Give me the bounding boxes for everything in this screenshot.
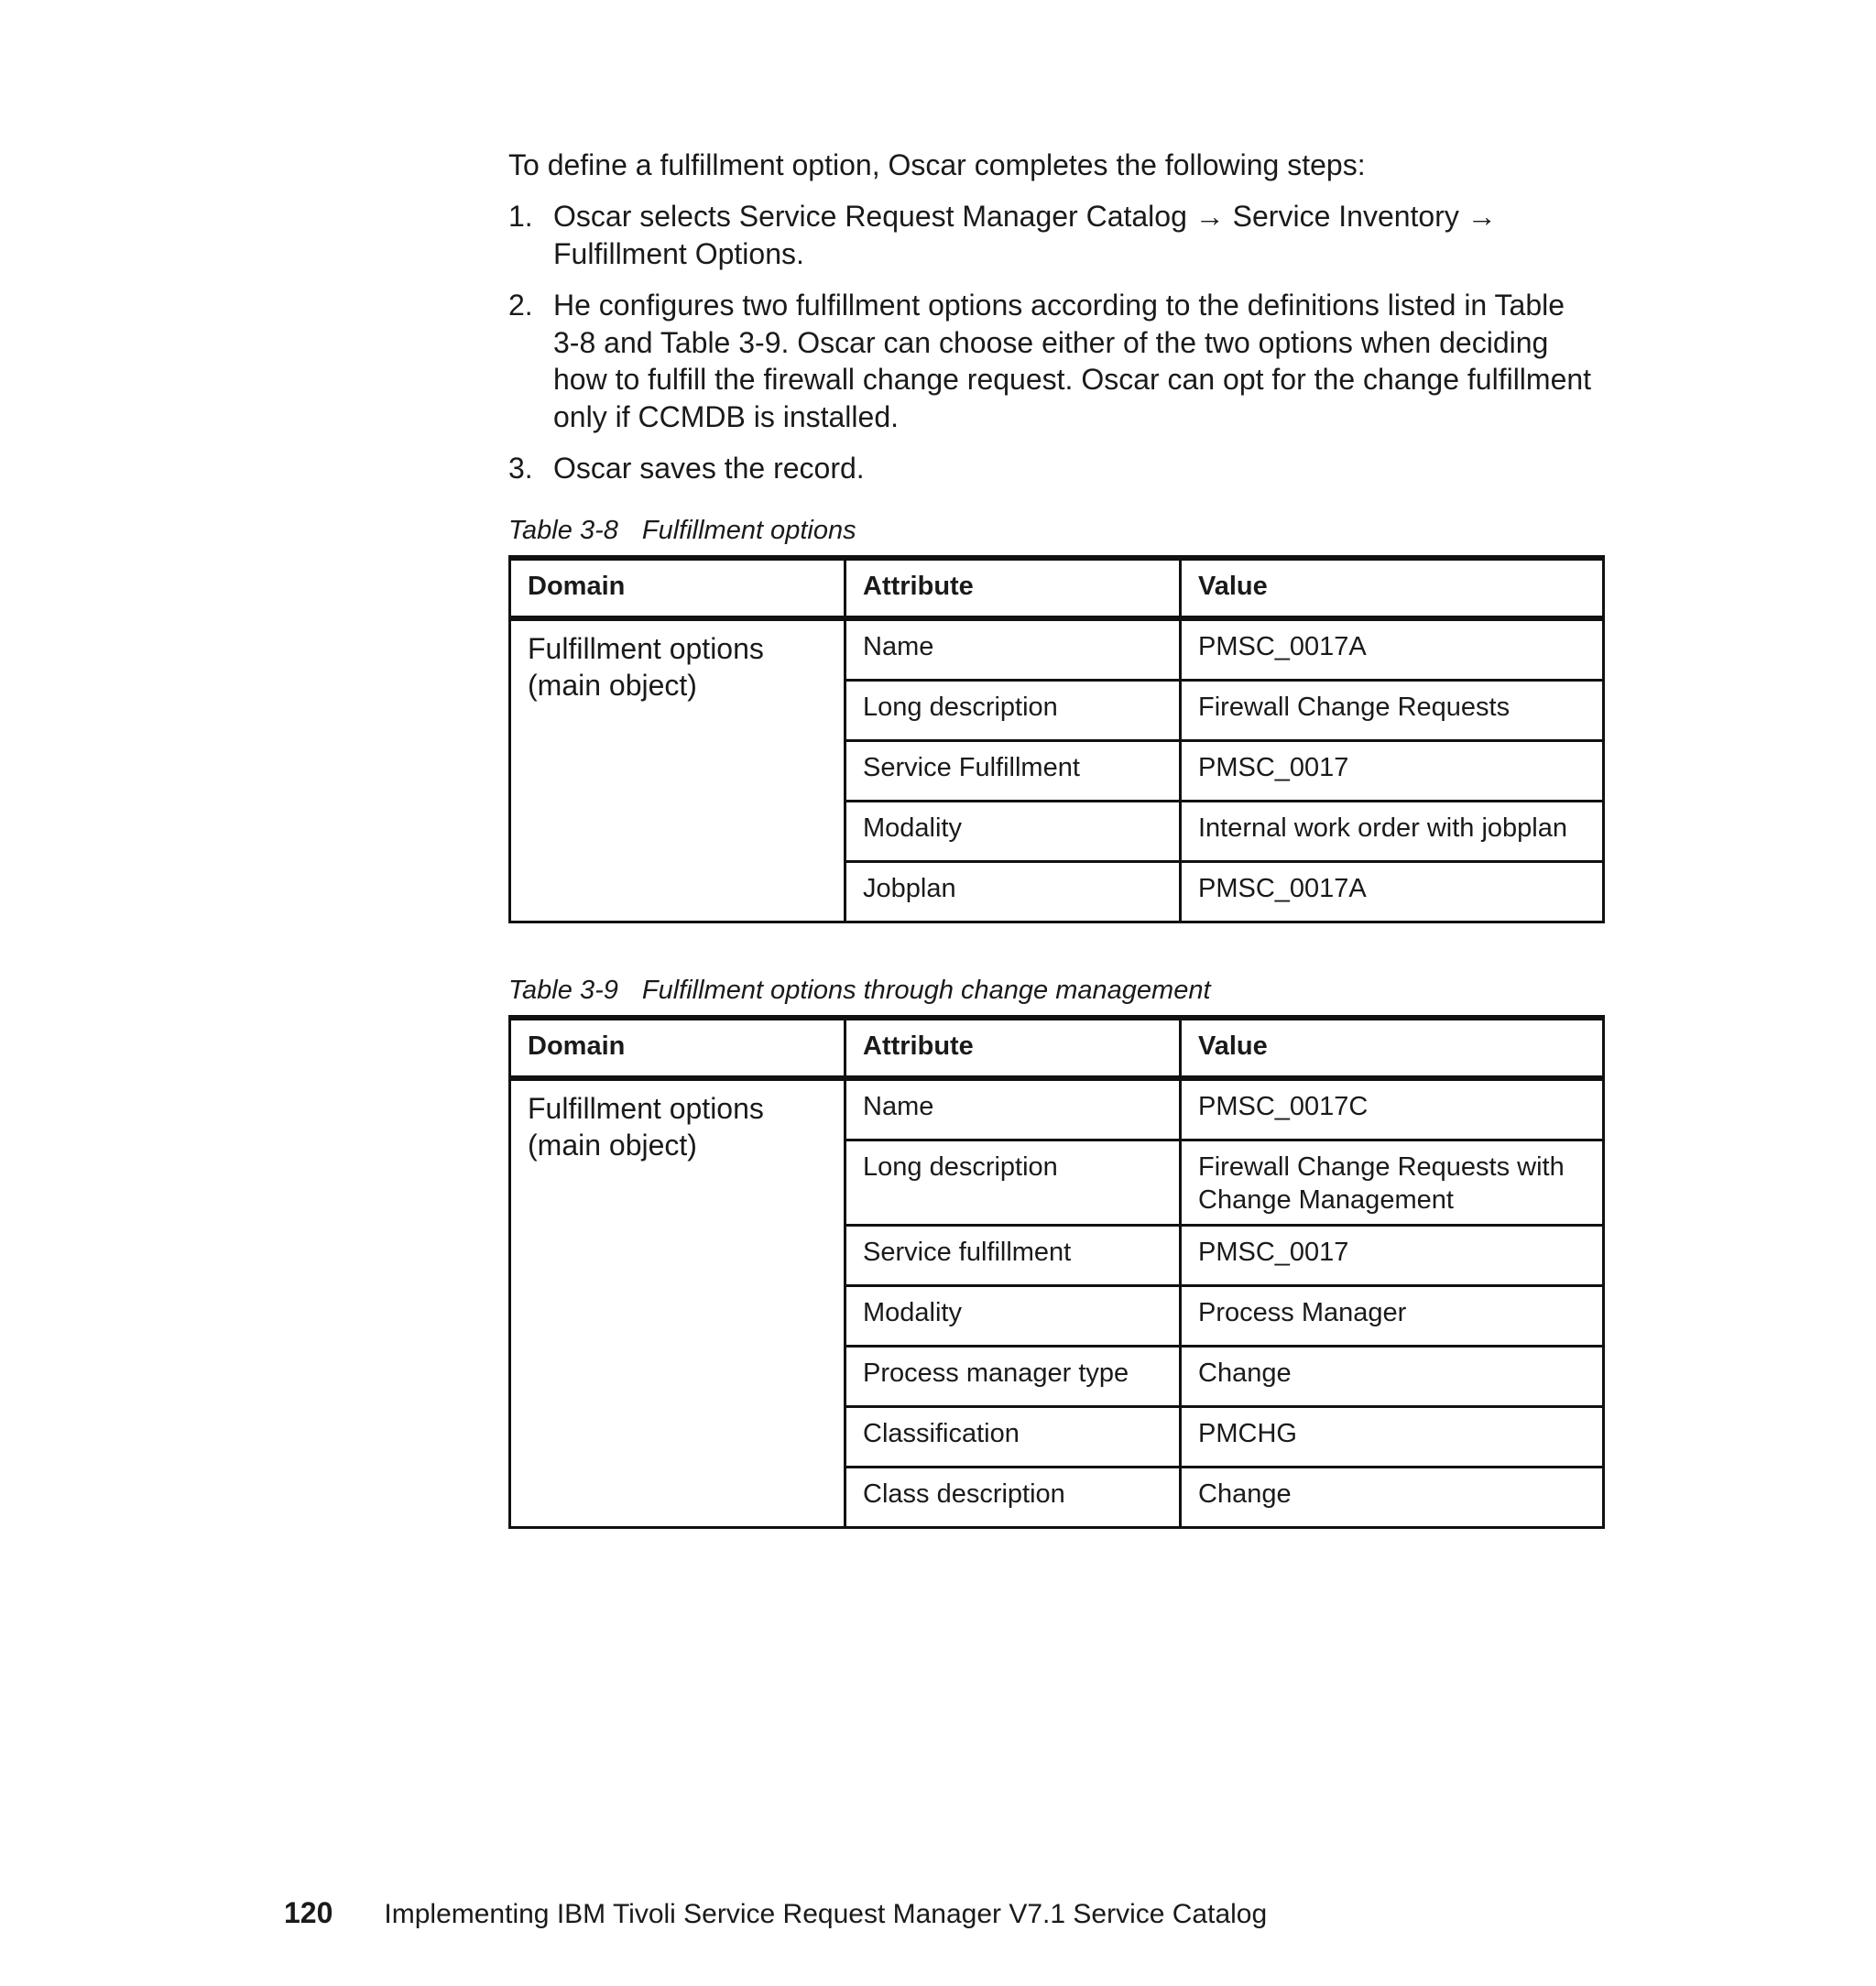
step-number: 2.	[508, 289, 533, 322]
value-cell: Firewall Change Requests	[1181, 680, 1604, 740]
value-cell: PMSC_0017	[1181, 1225, 1604, 1285]
column-header-value: Value	[1181, 558, 1604, 618]
attribute-cell: Long description	[845, 1140, 1181, 1225]
attribute-cell: Name	[845, 1078, 1181, 1140]
attribute-cell: Process manager type	[845, 1346, 1181, 1406]
step-text: Oscar selects Service Request Manager Catalog → Service Inventory → Fulfillment Options.	[553, 200, 1497, 270]
step-item	[508, 450, 1598, 487]
value-cell: PMCHG	[1181, 1406, 1604, 1467]
table-row	[510, 618, 1604, 681]
page-number: 120	[284, 1896, 333, 1929]
attribute-cell: Modality	[845, 801, 1181, 861]
value-cell: Change	[1181, 1467, 1604, 1527]
steps-list	[508, 198, 1598, 487]
column-header-attribute: Attribute	[845, 1018, 1181, 1078]
step-number: 1.	[508, 200, 533, 233]
step-number: 3.	[508, 452, 533, 485]
value-cell: PMSC_0017A	[1181, 861, 1604, 922]
table-caption-label: Table 3-8	[508, 515, 618, 545]
value-cell: Internal work order with jobplan	[1181, 801, 1604, 861]
table-caption-title: Fulfillment options	[641, 515, 856, 545]
book-title: Implementing IBM Tivoli Service Request Manager V7.1 Service Catalog	[384, 1899, 1268, 1929]
domain-cell: Fulfillment options (main object)	[510, 618, 845, 922]
step-item	[508, 198, 1598, 272]
attribute-cell: Service Fulfillment	[845, 740, 1181, 801]
column-header-attribute: Attribute	[845, 558, 1181, 618]
table-header-row	[510, 1018, 1604, 1078]
step-item	[508, 287, 1598, 435]
value-cell: Firewall Change Requests with Change Management	[1181, 1140, 1604, 1225]
table-caption-title: Fulfillment options through change management	[641, 975, 1211, 1005]
value-cell: PMSC_0017A	[1181, 618, 1604, 681]
fulfillment-options-table	[508, 555, 1605, 923]
domain-cell: Fulfillment options (main object)	[510, 1078, 845, 1528]
change-management-options-table	[508, 1015, 1605, 1529]
page-content	[508, 147, 1598, 1529]
value-cell: Process Manager	[1181, 1285, 1604, 1346]
attribute-cell: Modality	[845, 1285, 1181, 1346]
attribute-cell: Class description	[845, 1467, 1181, 1527]
column-header-value: Value	[1181, 1018, 1604, 1078]
table-caption-label: Table 3-9	[508, 975, 618, 1005]
step-text: He configures two fulfillment options according to the definitions listed in Table 3-8 and Table 3-9. Oscar can choose either of the two options when deciding how to fulfill the firewall change request. Oscar can opt for the change fulfillment only if CCMDB is installed.	[553, 289, 1592, 433]
attribute-cell: Classification	[845, 1406, 1181, 1467]
step-text: Oscar saves the record.	[553, 452, 865, 485]
table-caption	[508, 975, 1598, 1006]
table-caption	[508, 515, 1598, 546]
attribute-cell: Service fulfillment	[845, 1225, 1181, 1285]
table-header-row	[510, 558, 1604, 618]
column-header-domain: Domain	[510, 558, 845, 618]
value-cell: PMSC_0017C	[1181, 1078, 1604, 1140]
intro-paragraph: To define a fulfillment option, Oscar completes the following steps:	[508, 148, 1366, 181]
column-header-domain: Domain	[510, 1018, 845, 1078]
page-footer	[284, 1896, 1267, 1931]
attribute-cell: Jobplan	[845, 861, 1181, 922]
value-cell: PMSC_0017	[1181, 740, 1604, 801]
attribute-cell: Long description	[845, 680, 1181, 740]
value-cell: Change	[1181, 1346, 1604, 1406]
attribute-cell: Name	[845, 618, 1181, 681]
table-row	[510, 1078, 1604, 1140]
